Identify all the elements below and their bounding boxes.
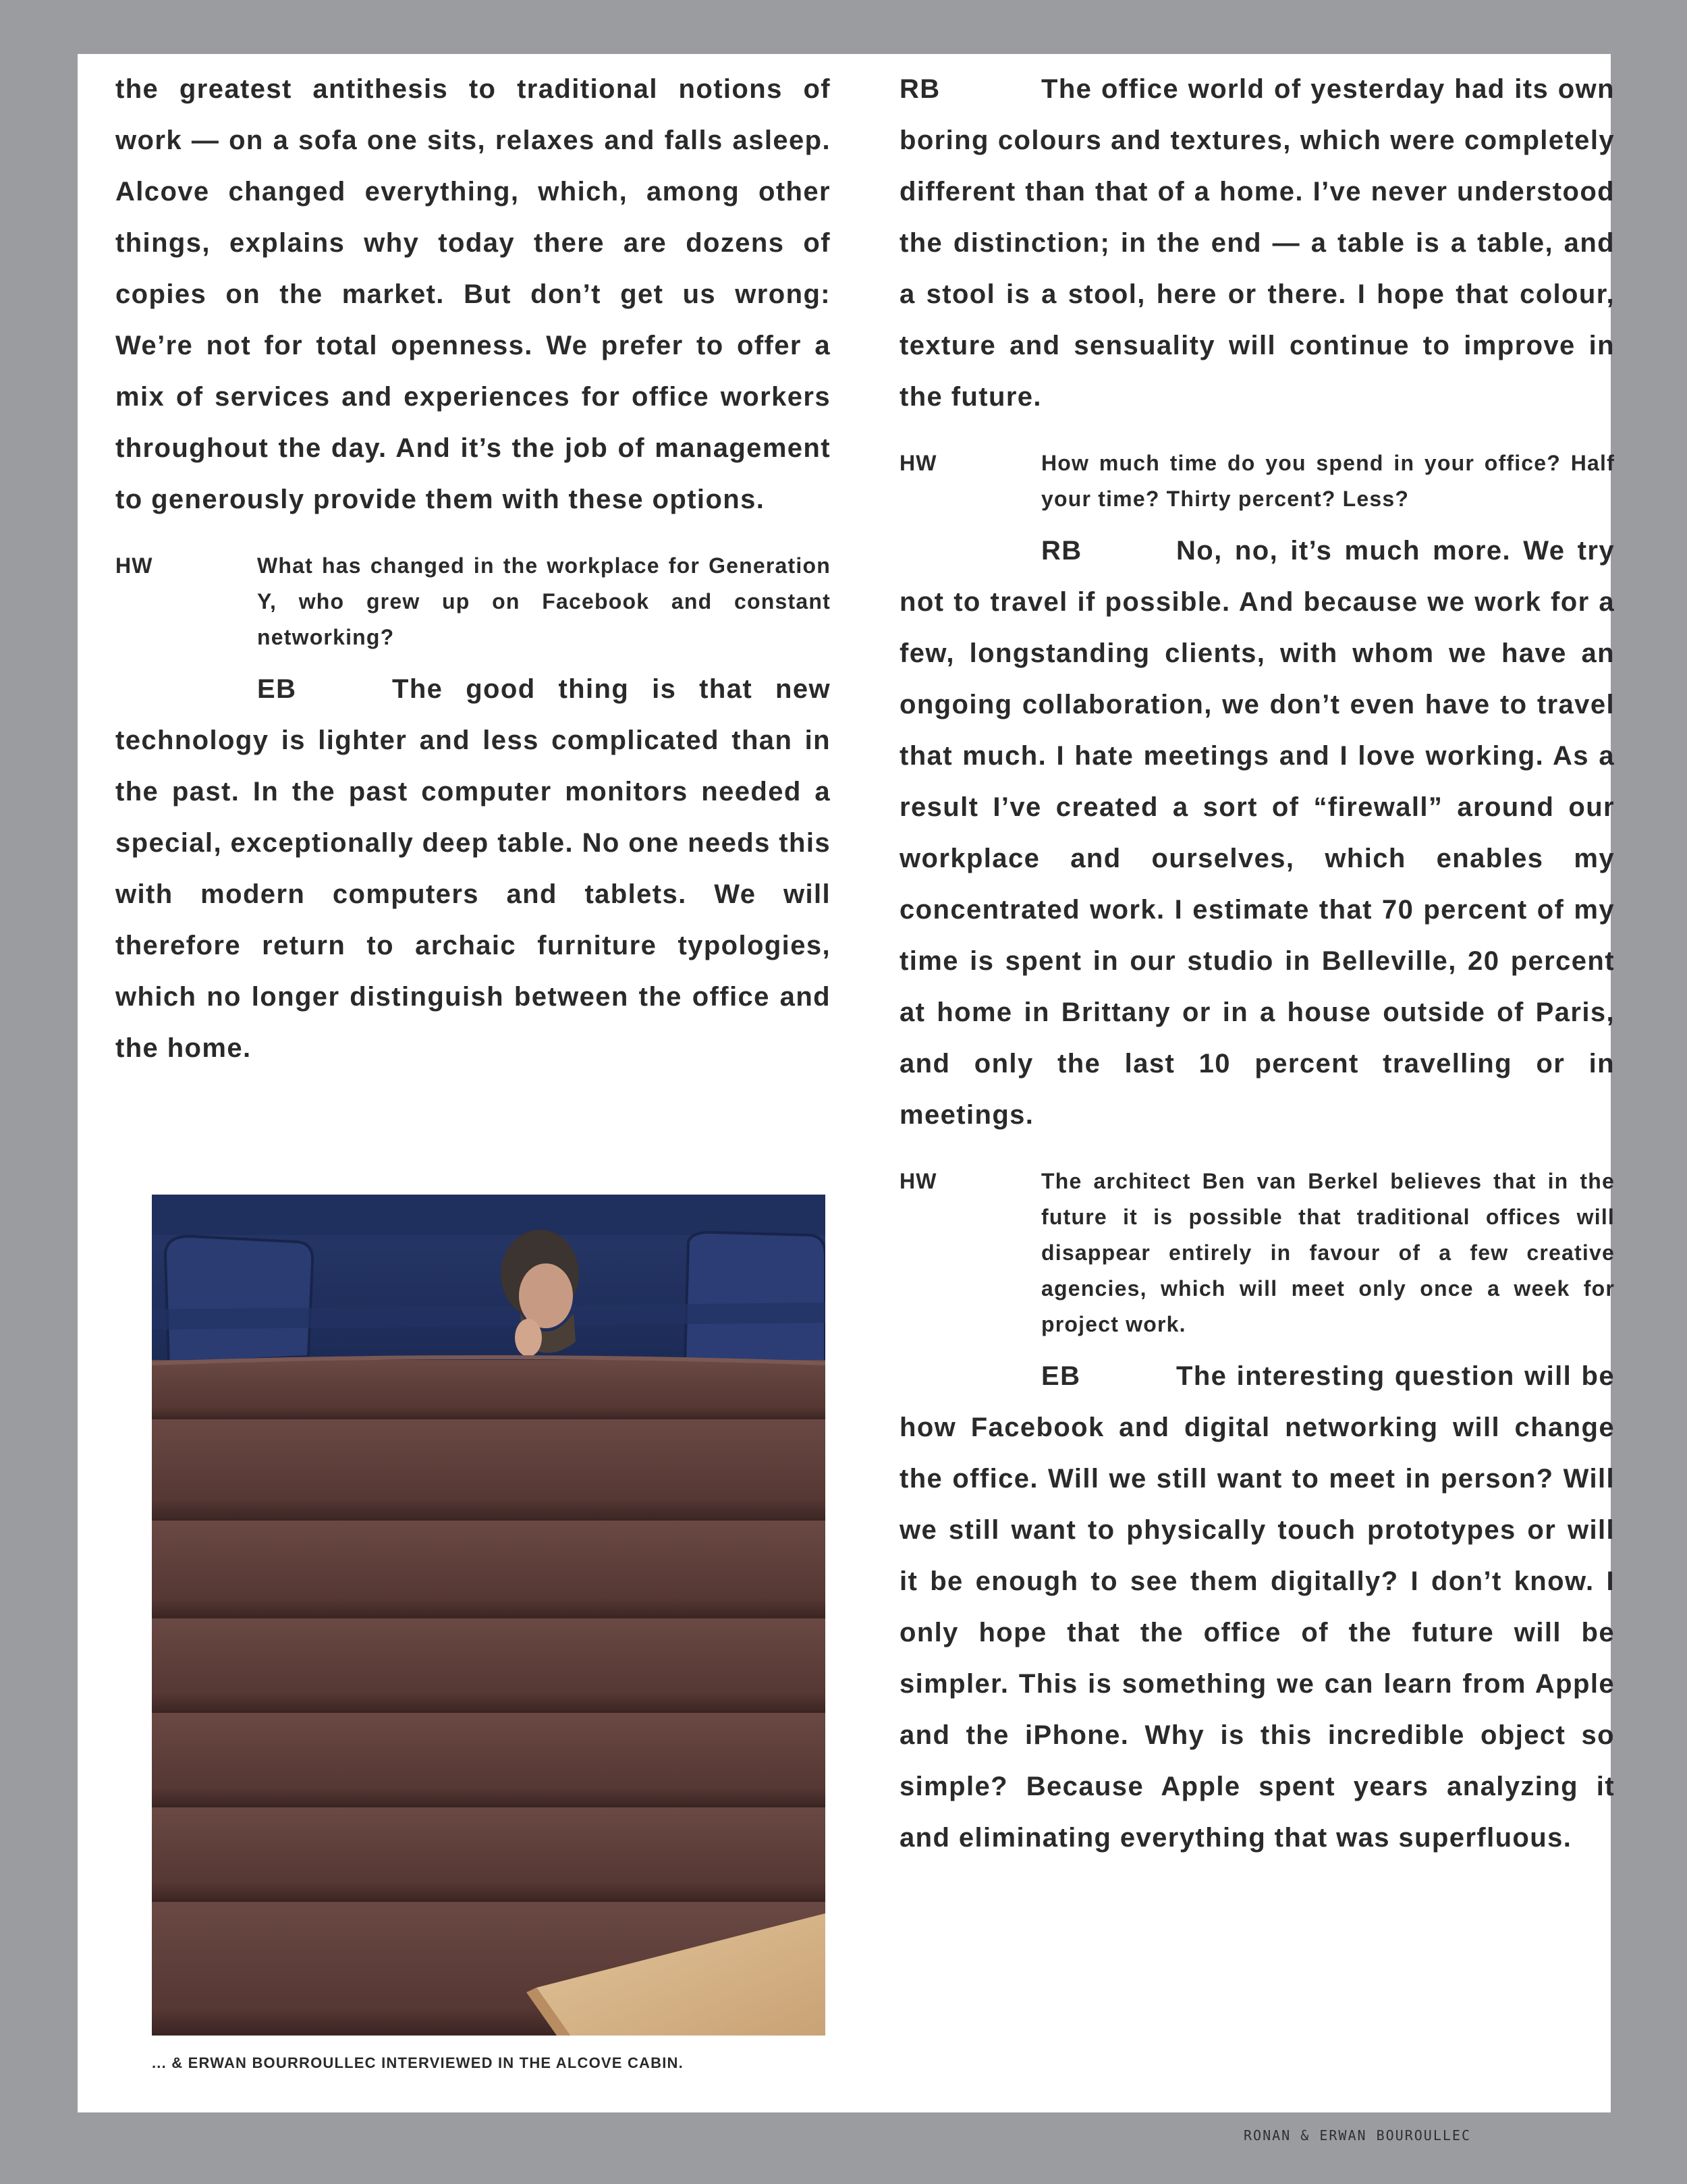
question-text: What has changed in the workplace for Generation Y, who grew up on Facebook and constant networking? (257, 553, 831, 649)
page (78, 54, 1615, 2112)
photo-caption: ... & ERWAN BOURROULLEC INTERVIEWED IN THE ALCOVE CABIN. (152, 2054, 684, 2071)
alcove-cabin-photo (152, 1195, 825, 2036)
answer-text: The good thing is that new technology is lighter and less complicated than in the past. In the past computer monitors needed a special, exceptionally deep table. No one needs this with modern computers and tablets. We will therefore return to archaic furniture typologies, which no longer distinguish between the office and the home. (115, 674, 831, 1063)
answer-paragraph-eb-2 (900, 1350, 1615, 1863)
speaker-label: EB (257, 674, 297, 704)
answer-paragraph-rb-1 (900, 63, 1615, 422)
speaker-label: RB (1041, 536, 1082, 566)
question-text: How much time do you spend in your office? Half your time? Thirty percent? Less? (1041, 451, 1615, 511)
left-column (115, 54, 831, 1074)
running-footer: RONAN & ERWAN BOUROULLEC (1244, 2127, 1471, 2144)
speaker-label: EB (1041, 1361, 1081, 1391)
interviewer-label: HW (115, 553, 153, 578)
answer-paragraph-rb-2 (900, 525, 1615, 1141)
question-time-in-office (900, 445, 1615, 517)
answer-text: The interesting question will be how Facebook and digital networking will change the office. Will we still want to meet in person? Will we still want to physically touch prototypes or will it be enough to see them digitally? I don’t know. I only hope that the office of the future will be simpler. This is something we can learn from Apple and the iPhone. Why is this incredible object so simple? Because Apple spent years analyzing it and eliminating everything that was superfluous. (900, 1361, 1615, 1853)
right-column (900, 54, 1615, 1863)
interviewer-label: HW (900, 1169, 937, 1193)
question-generation-y (115, 548, 831, 655)
answer-text: The office world of yesterday had its own boring colours and textures, which were completely different than that of a home. I’ve never understood the distinction; in the end — a table is a table, and a stool is a stool, here or there. I hope that colour, texture and sensuality will continue to improve in the future. (900, 74, 1615, 412)
answer-text: No, no, it’s much more. We try not to travel if possible. And because we work for a few, longstanding clients, with whom we have an ongoing collaboration, we don’t even have to travel that much. I hate meetings and I love working. As a result I’ve created a sort of “firewall” around our workplace and ourselves, which enables my concentrated work. I estimate that 70 percent of my time is spent in our studio in Belleville, 20 percent at home in Brittany or in a house outside of Paris, and only the last 10 percent travelling or in meetings. (900, 536, 1615, 1130)
question-van-berkel (900, 1164, 1615, 1342)
interviewer-label: HW (900, 451, 937, 475)
photo-illustration (152, 1195, 825, 2036)
answer-paragraph-eb (115, 663, 831, 1074)
speaker-label: RB (900, 74, 941, 104)
question-text: The architect Ben van Berkel believes that in the future it is possible that traditional offices will disappear entirely in favour of a few creative agencies, which will meet only once a week for project work. (1041, 1169, 1615, 1336)
intro-paragraph: the greatest antithesis to traditional notions of work — on a sofa one sits, relaxes and falls asleep. Alcove changed everything, which, among other things, explains why today there are dozens of copies on the market. But don’t get us wrong: We’re not for total openness. We prefer to offer a mix of services and experiences for office workers throughout the day. And it’s the job of management to generously provide them with these options. (115, 74, 831, 514)
